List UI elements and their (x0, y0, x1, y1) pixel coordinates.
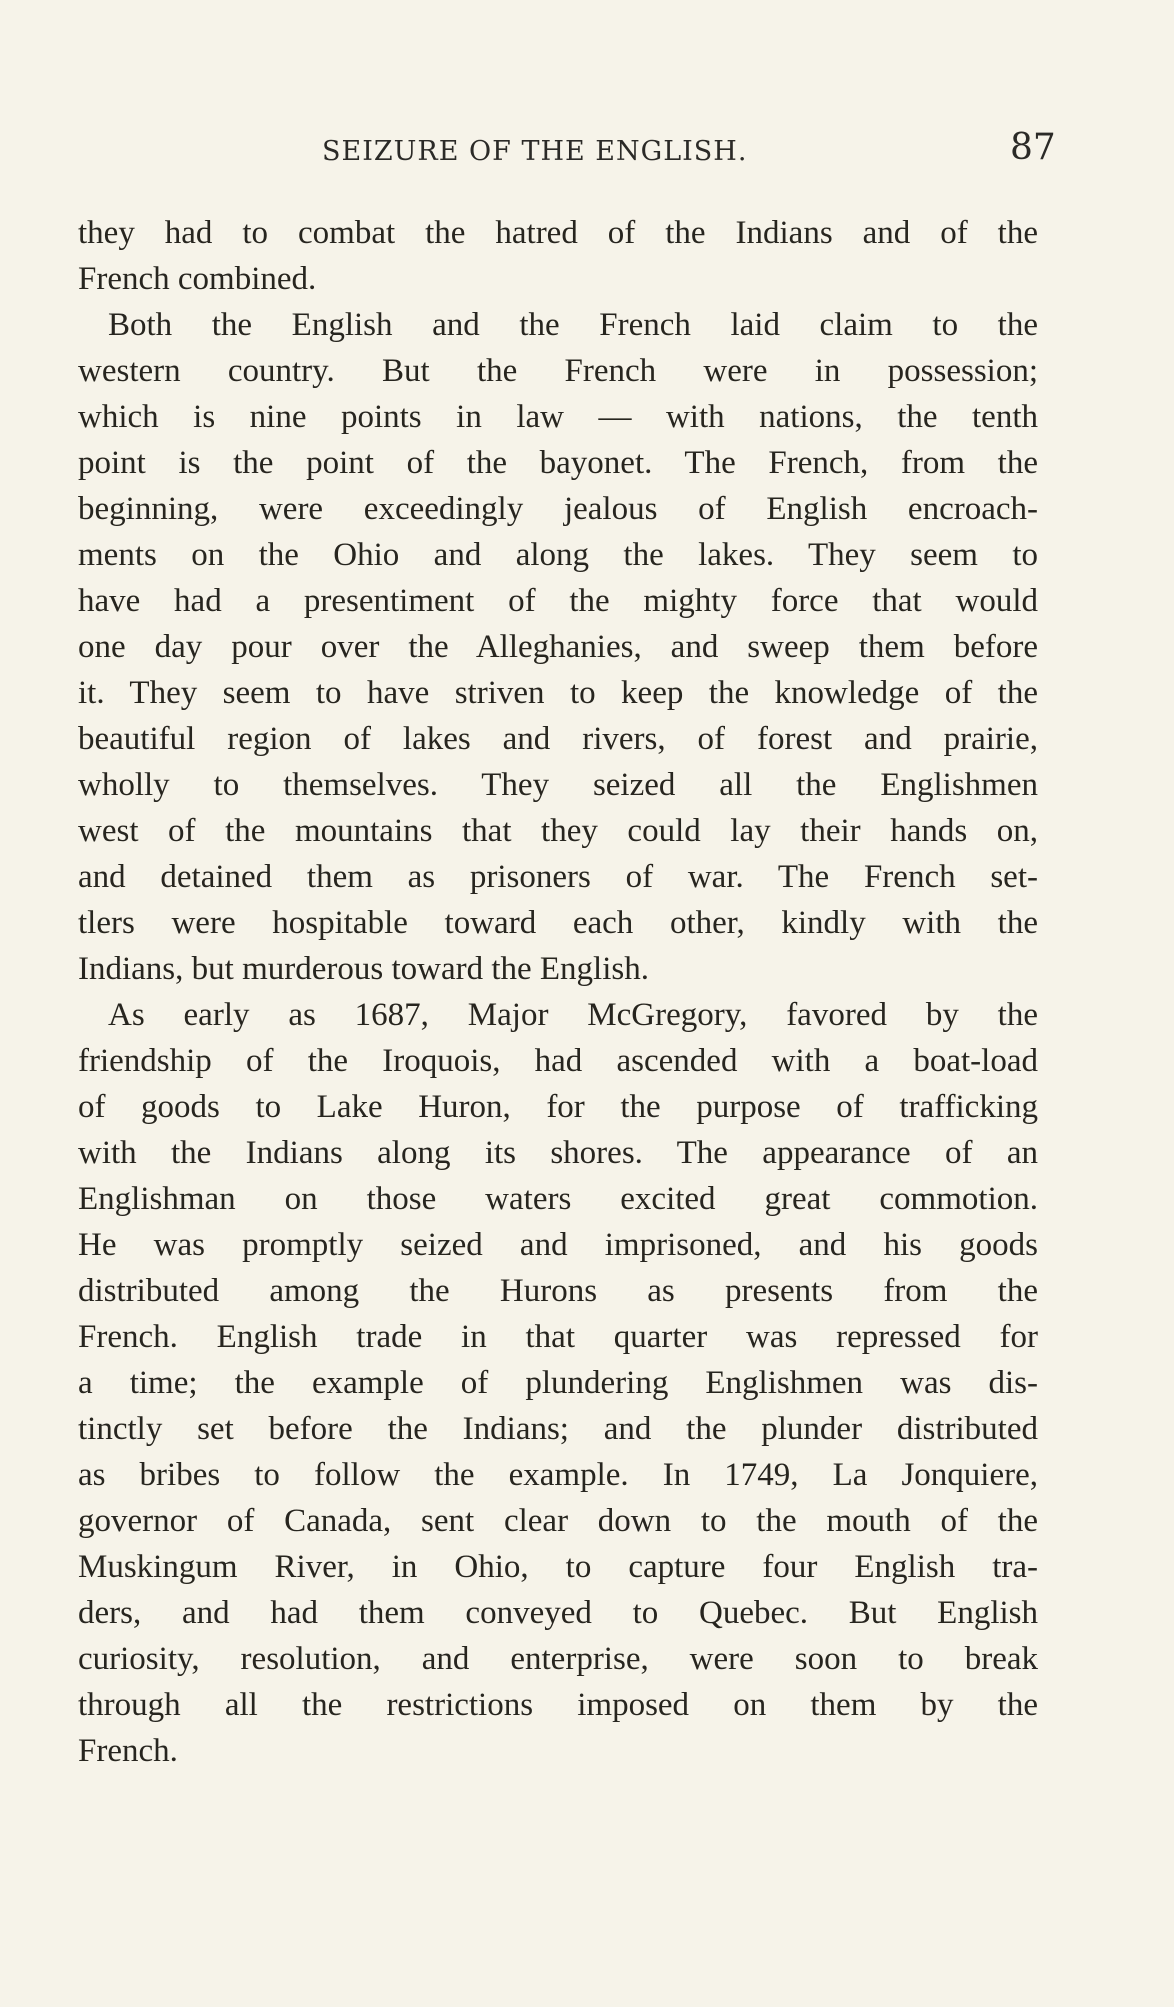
text-line: Muskingum River, in Ohio, to capture four English tra- (78, 1549, 1038, 1585)
text-line: of goods to Lake Huron, for the purpose of trafficking (78, 1089, 1038, 1125)
text-line: Indians, but murderous toward the English. (78, 951, 649, 987)
text-line: beginning, were exceedingly jealous of English encroach- (78, 491, 1038, 527)
text-line: curiosity, resolution, and enterprise, were soon to break (78, 1641, 1038, 1677)
text-line: Both the English and the French laid claim to the (108, 307, 1038, 343)
text-line: and detained them as prisoners of war. The French set- (78, 859, 1038, 895)
text-line: ments on the Ohio and along the lakes. They seem to (78, 537, 1038, 573)
text-line: west of the mountains that they could lay their hands on, (78, 813, 1038, 849)
text-line: friendship of the Iroquois, had ascended with a boat-load (78, 1043, 1038, 1079)
text-line: French. English trade in that quarter was repressed for (78, 1319, 1038, 1355)
text-line: ders, and had them conveyed to Quebec. But English (78, 1595, 1038, 1631)
text-line: western country. But the French were in possession; (78, 353, 1038, 389)
text-line: they had to combat the hatred of the Indians and of the (78, 215, 1038, 251)
page-number: 87 (1010, 127, 1056, 168)
text-line: distributed among the Hurons as presents from the (78, 1273, 1038, 1309)
text-line: governor of Canada, sent clear down to the mouth of the (78, 1503, 1038, 1539)
text-line: He was promptly seized and imprisoned, and his goods (78, 1227, 1038, 1263)
text-line: French. (78, 1733, 178, 1769)
text-line: beautiful region of lakes and rivers, of forest and prairie, (78, 721, 1038, 757)
body-text (78, 210, 1038, 1774)
text-line: point is the point of the bayonet. The French, from the (78, 445, 1038, 481)
text-line: French combined. (78, 261, 317, 297)
text-line: through all the restrictions imposed on them by the (78, 1687, 1038, 1723)
running-head: SEIZURE OF THE ENGLISH. (322, 136, 748, 167)
text-line: wholly to themselves. They seized all the Englishmen (78, 767, 1038, 803)
text-line: have had a presentiment of the mighty force that would (78, 583, 1038, 619)
text-line: Englishman on those waters excited great commotion. (78, 1181, 1038, 1217)
text-line: As early as 1687, Major McGregory, favored by the (108, 997, 1038, 1033)
text-line: as bribes to follow the example. In 1749, La Jonquiere, (78, 1457, 1038, 1493)
text-line: one day pour over the Alleghanies, and sweep them before (78, 629, 1038, 665)
text-line: with the Indians along its shores. The appearance of an (78, 1135, 1038, 1171)
text-line: tlers were hospitable toward each other, kindly with the (78, 905, 1038, 941)
text-line: which is nine points in law — with nations, the tenth (78, 399, 1038, 435)
text-line: a time; the example of plundering Englishmen was dis- (78, 1365, 1038, 1401)
text-line: it. They seem to have striven to keep the knowledge of the (78, 675, 1038, 711)
text-line: tinctly set before the Indians; and the plunder distributed (78, 1411, 1038, 1447)
